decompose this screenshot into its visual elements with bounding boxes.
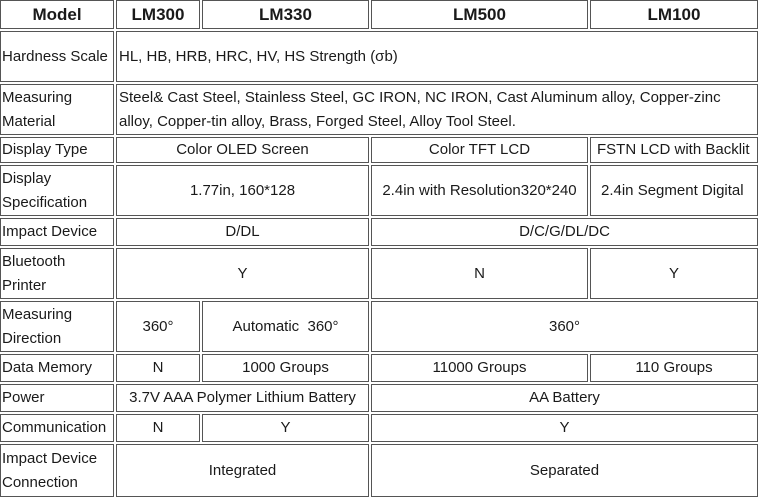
row-label-measuring-direction: Measuring Direction — [0, 301, 114, 352]
cell-power-lm500-lm100: AA Battery — [371, 384, 758, 412]
cell-hardness-scale: HL, HB, HRB, HRC, HV, HS Strength (σb) — [116, 31, 758, 82]
cell-data-memory-lm100: 110 Groups — [590, 354, 758, 382]
row-label-display-type: Display Type — [0, 137, 114, 163]
cell-bluetooth-printer-lm500: N — [371, 248, 588, 299]
cell-display-type-lm500: Color TFT LCD — [371, 137, 588, 163]
header-lm500: LM500 — [371, 0, 588, 29]
cell-impact-device-connection-lm500-lm100: Separated — [371, 444, 758, 497]
row-label-display-spec: Display Specification — [0, 165, 114, 216]
cell-communication-lm330: Y — [202, 414, 369, 442]
cell-display-spec-lm300-lm330: 1.77in, 160*128 — [116, 165, 369, 216]
header-model: Model — [0, 0, 114, 29]
header-lm330: LM330 — [202, 0, 369, 29]
cell-data-memory-lm330: 1000 Groups — [202, 354, 369, 382]
row-label-power: Power — [0, 384, 114, 412]
row-label-communication: Communication — [0, 414, 114, 442]
cell-measuring-direction-lm500-lm100: 360° — [371, 301, 758, 352]
header-lm300: LM300 — [116, 0, 200, 29]
cell-display-spec-lm500: 2.4in with Resolution320*240 — [371, 165, 588, 216]
cell-display-spec-lm100: 2.4in Segment Digital — [590, 165, 758, 216]
header-lm100: LM100 — [590, 0, 758, 29]
cell-bluetooth-printer-lm300-lm330: Y — [116, 248, 369, 299]
row-label-data-memory: Data Memory — [0, 354, 114, 382]
cell-impact-device-lm300-lm330: D/DL — [116, 218, 369, 246]
row-label-impact-device: Impact Device — [0, 218, 114, 246]
cell-communication-lm300: N — [116, 414, 200, 442]
cell-data-memory-lm300: N — [116, 354, 200, 382]
cell-display-type-lm300-lm330: Color OLED Screen — [116, 137, 369, 163]
cell-measuring-material: Steel& Cast Steel, Stainless Steel, GC IRON, NC IRON, Cast Aluminum alloy, Copper-zinc alloy, Copper-tin alloy, Brass, Forged Steel, Alloy Tool Steel. — [116, 84, 758, 135]
cell-data-memory-lm500: 11000 Groups — [371, 354, 588, 382]
cell-bluetooth-printer-lm100: Y — [590, 248, 758, 299]
row-label-impact-device-connection: Impact Device Connection — [0, 444, 114, 497]
cell-measuring-direction-lm330: Automatic 360° — [202, 301, 369, 352]
row-label-measuring-material: Measuring Material — [0, 84, 114, 135]
cell-display-type-lm100: FSTN LCD with Backlit — [590, 137, 758, 163]
cell-communication-lm500-lm100: Y — [371, 414, 758, 442]
row-label-bluetooth-printer: Bluetooth Printer — [0, 248, 114, 299]
cell-measuring-direction-lm300: 360° — [116, 301, 200, 352]
cell-impact-device-connection-lm300-lm330: Integrated — [116, 444, 369, 497]
row-label-hardness-scale: Hardness Scale — [0, 31, 114, 82]
cell-impact-device-lm500-lm100: D/C/G/DL/DC — [371, 218, 758, 246]
cell-power-lm300-lm330: 3.7V AAA Polymer Lithium Battery — [116, 384, 369, 412]
